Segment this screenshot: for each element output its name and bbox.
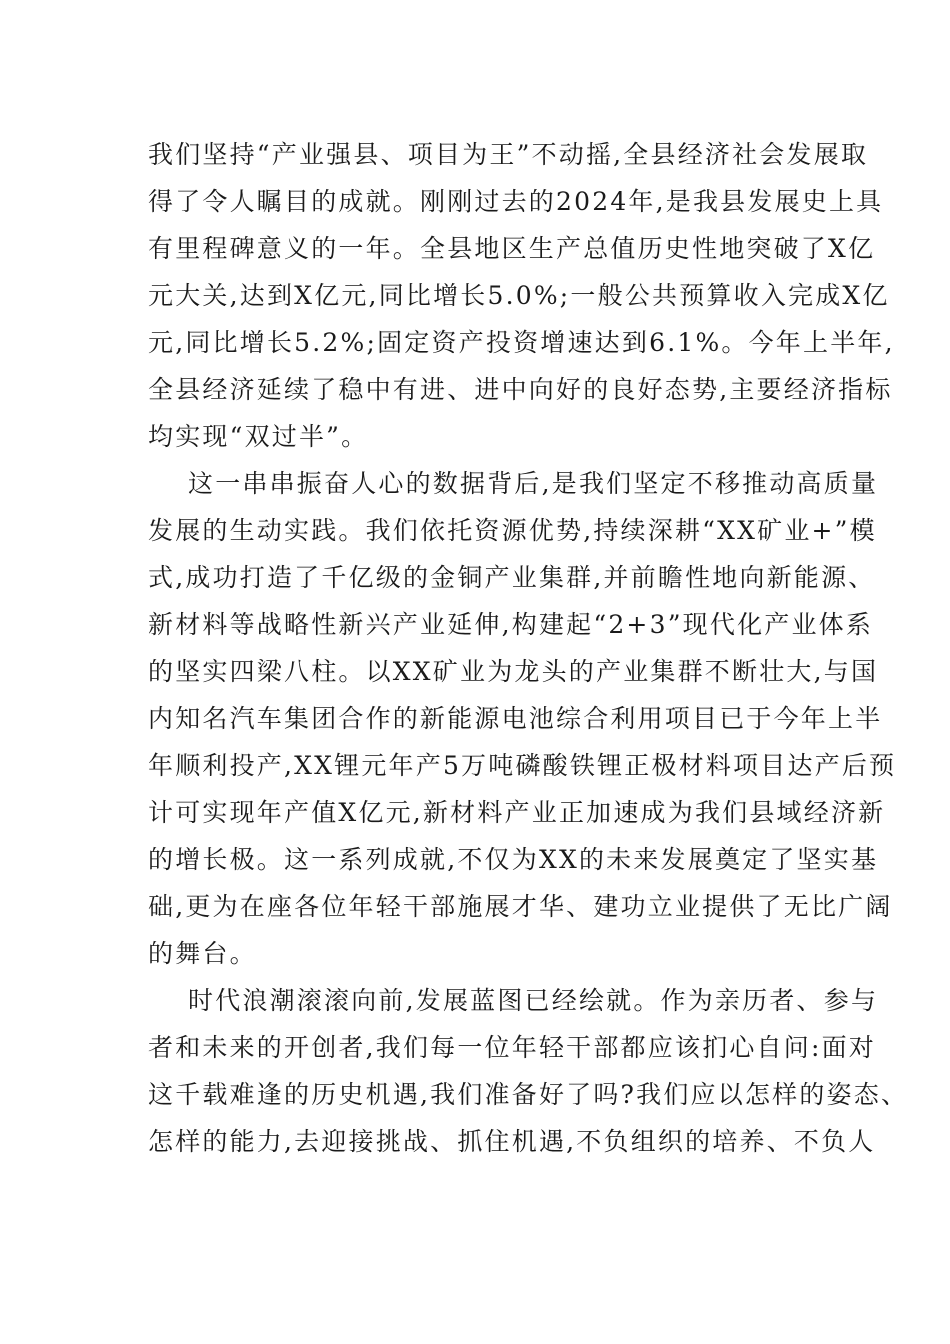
paragraph-3 — [148, 977, 909, 1165]
paragraph-line: 元,同比增长5.2%;固定资产投资增速达到6.1%。今年上半年, — [148, 328, 895, 357]
paragraph-line: 的舞台。 — [148, 939, 257, 968]
paragraph-line: 有里程碑意义的一年。全县地区生产总值历史性地突破了X亿 — [148, 234, 876, 263]
paragraph-line: 得了令人瞩目的成就。刚刚过去的2024年,是我县发展史上具 — [148, 187, 884, 216]
paragraph-line: 全县经济延续了稳中有进、进中向好的良好态势,主要经济指标 — [148, 375, 893, 404]
paragraph-line: 础,更为在座各位年轻干部施展才华、建功立业提供了无比广阔 — [148, 892, 893, 921]
paragraph-line: 时代浪潮滚滚向前,发展蓝图已经绘就。作为亲历者、参与 — [188, 986, 879, 1015]
document-body — [148, 131, 909, 1165]
paragraph-line: 怎样的能力,去迎接挑战、抓住机遇,不负组织的培养、不负人 — [148, 1127, 876, 1156]
paragraph-line: 新材料等战略性新兴产业延伸,构建起“2+3”现代化产业体系 — [148, 610, 874, 639]
paragraph-line: 式,成功打造了千亿级的金铜产业集群,并前瞻性地向新能源、 — [148, 563, 876, 592]
paragraph-line: 年顺利投产,XX锂元年产5万吨磷酸铁锂正极材料项目达产后预 — [148, 751, 897, 780]
paragraph-line: 这千载难逢的历史机遇,我们准备好了吗?我们应以怎样的姿态、 — [148, 1080, 909, 1109]
paragraph-line: 我们坚持“产业强县、项目为王”不动摇,全县经济社会发展取 — [148, 140, 869, 169]
paragraph-line: 计可实现年产值X亿元,新材料产业正加速成为我们县域经济新 — [148, 798, 886, 827]
paragraph-line: 者和未来的开创者,我们每一位年轻干部都应该扪心自问:面对 — [148, 1033, 876, 1062]
paragraph-line: 均实现“双过半”。 — [148, 422, 369, 451]
paragraph-line: 的坚实四梁八柱。以XX矿业为龙头的产业集群不断壮大,与国 — [148, 657, 879, 686]
paragraph-line: 内知名汽车集团合作的新能源电池综合利用项目已于今年上半 — [148, 704, 883, 733]
paragraph-2 — [148, 460, 897, 977]
paragraph-line: 这一串串振奋人心的数据背后,是我们坚定不移推动高质量 — [188, 469, 879, 498]
paragraph-line: 的增长极。这一系列成就,不仅为XX的未来发展奠定了坚实基 — [148, 845, 879, 874]
paragraph-line: 发展的生动实践。我们依托资源优势,持续深耕“XX矿业+”模 — [148, 516, 877, 545]
paragraph-line: 元大关,达到X亿元,同比增长5.0%;一般公共预算收入完成X亿 — [148, 281, 890, 310]
paragraph-1 — [148, 131, 895, 460]
